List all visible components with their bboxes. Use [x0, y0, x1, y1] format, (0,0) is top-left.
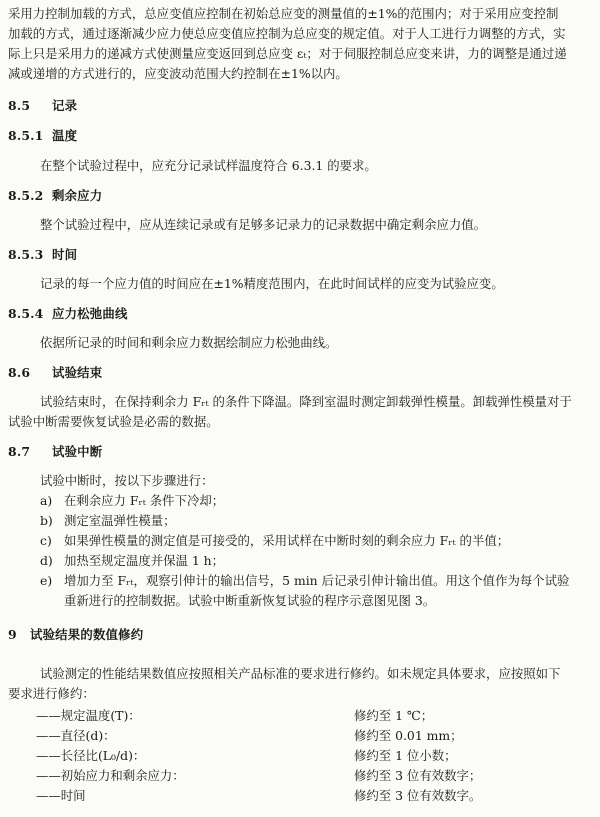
- section-number: 8.5.3: [8, 247, 44, 262]
- list-item-text: 如果弹性模量的测定值是可接受的，采用试样在中断时刻的剩余应力 Fᵣₜ 的半值；: [64, 533, 510, 548]
- list-item-label: d): [40, 553, 53, 568]
- section-8-6-body-line-1: 试验结束时，在保持剩余力 Fᵣₜ 的条件下降温。降到室温时测定卸载弹性模量。卸载弹性模量对于: [40, 394, 572, 409]
- section-8-5-1-body: 在整个试验过程中，应充分记录试样温度符合 6.3.1 的要求。: [40, 158, 377, 173]
- list-item-d: [40, 553, 224, 569]
- section-number: 8.5.4: [8, 306, 44, 321]
- section-title: 温度: [52, 128, 78, 143]
- rounding-item-rule: 修约至 0.01 mm；: [354, 728, 463, 743]
- intro-line-3: 际上只是采用力的递减方式使测量应变返回到总应变 εₜ；对于伺服控制总应变来讲，力的调整是通过递: [8, 46, 567, 61]
- section-8-6-heading: [8, 365, 102, 381]
- section-8-7-heading: [8, 444, 102, 460]
- section-8-5-3-body: 记录的每一个应力值的时间应在±1%精度范围内，在此时间试样的应变为试验应变。: [40, 276, 504, 291]
- list-item-text: 在剩余应力 Fᵣₜ 条件下冷却；: [64, 493, 225, 508]
- section-title: 记录: [52, 98, 78, 113]
- section-9-body-line-2: 要求进行修约：: [8, 686, 95, 701]
- list-item-a: [40, 493, 224, 509]
- list-item-text: 加热至规定温度并保温 1 h；: [64, 553, 225, 568]
- rounding-item-label: ——直径(d)：: [36, 728, 116, 743]
- list-item-b: [40, 513, 176, 529]
- intro-line-4: 减或递增的方式进行的，应变波动范围大约控制在±1%以内。: [8, 66, 348, 81]
- section-title: 试验中断: [52, 444, 103, 459]
- list-item-text: 测定室温弹性模量；: [64, 513, 176, 528]
- list-item-label: a): [40, 493, 53, 508]
- rounding-item-rule: 修约至 3 位有效数字；: [354, 768, 482, 783]
- section-number: 8.5.1: [8, 128, 44, 143]
- list-item-label: e): [40, 573, 53, 588]
- intro-line-1: 采用力控制加载的方式，总应变值应控制在初始总应变的测量值的±1%的范围内；对于采用应变控制: [8, 6, 559, 21]
- list-item-label: b): [40, 513, 53, 528]
- section-8-5-2-heading: [8, 188, 102, 204]
- section-8-5-4-body: 依据所记录的时间和剩余应力数据绘制应力松弛曲线。: [40, 335, 338, 350]
- section-title: 剩余应力: [52, 188, 103, 203]
- section-8-5-4-heading: [8, 306, 128, 322]
- list-item-e: [40, 573, 569, 589]
- section-number: 8.5.2: [8, 188, 44, 203]
- list-item-text: 增加力至 Fᵣₜ，观察引伸计的输出信号，5 min 后记录引伸计输出值。用这个值作为每个试验: [64, 573, 570, 588]
- rounding-item-rule: 修约至 3 位有效数字。: [354, 788, 482, 803]
- list-item-label: c): [40, 533, 52, 548]
- section-8-5-3-heading: [8, 247, 77, 263]
- list-item-e-continued: 重新进行的控制数据。试验中断重新恢复试验的程序示意图见图 3。: [64, 593, 436, 608]
- rounding-item-label: ——初始应力和剩余应力：: [36, 768, 185, 783]
- section-9-heading: [8, 627, 143, 643]
- rounding-item-label: ——规定温度(T)：: [36, 708, 141, 723]
- rounding-item-rule: 修约至 1 位小数；: [354, 748, 457, 763]
- section-number: 8.6: [8, 365, 31, 380]
- section-8-5-1-heading: [8, 128, 77, 144]
- rounding-item-label: ——时间: [36, 788, 86, 803]
- intro-line-2: 加载的方式，通过逐渐减少应力使总应变值应控制为总应变的规定值。对于人工进行力调整的方式，实: [8, 26, 566, 41]
- rounding-item-label: ——长径比(L₀/d)：: [36, 748, 146, 763]
- section-number: 8.5: [8, 98, 31, 113]
- section-number: 9: [8, 627, 17, 642]
- section-title: 时间: [52, 247, 78, 262]
- section-title: 应力松弛曲线: [52, 306, 128, 321]
- section-8-7-lead: 试验中断时，按以下步骤进行：: [40, 473, 214, 488]
- section-8-5-heading: [8, 98, 77, 114]
- section-number: 8.7: [8, 444, 31, 459]
- section-title: 试验结束: [52, 365, 103, 380]
- section-title: 试验结果的数值修约: [30, 627, 144, 642]
- section-8-5-2-body: 整个试验过程中，应从连续记录或有足够多记录力的记录数据中确定剩余应力值。: [40, 217, 487, 232]
- rounding-item-rule: 修约至 1 ℃；: [354, 708, 434, 723]
- list-item-c: [40, 533, 509, 549]
- section-9-body-line-1: 试验测定的性能结果数值应按照相关产品标准的要求进行修约。如未规定具体要求，应按照如下: [40, 666, 561, 681]
- section-8-6-body-line-2: 试验中断需要恢复试验是必需的数据。: [8, 414, 219, 429]
